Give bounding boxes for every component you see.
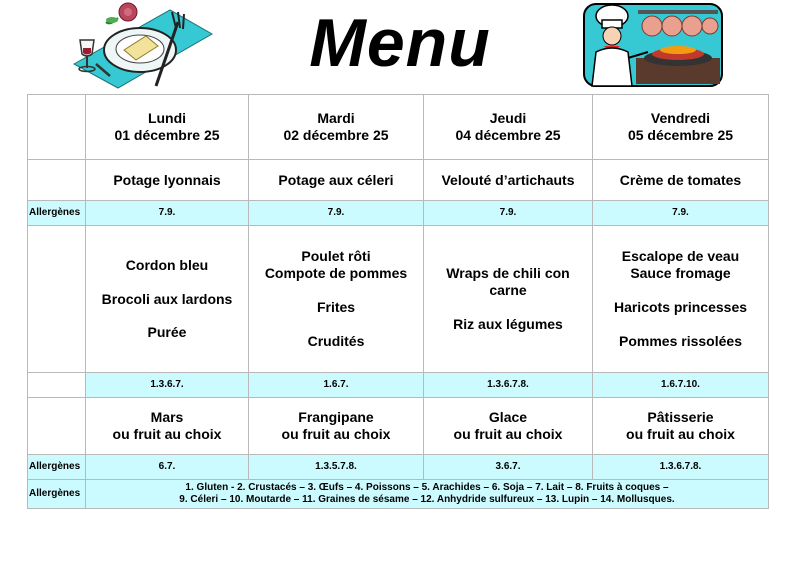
allergen-codes: 1.6.7.10. [593, 373, 769, 398]
dish-line: Riz aux légumes [453, 315, 563, 332]
allergen-codes: 7.9. [424, 201, 593, 226]
dessert-name: Mars [150, 409, 184, 426]
dish-line: Frites [316, 299, 356, 315]
label-cell [28, 226, 86, 373]
day-name: Mardi [317, 110, 355, 127]
allergen-label: Allergènes [28, 480, 86, 509]
allergen-codes: 6.7. [86, 455, 249, 480]
day-name: Vendredi [650, 110, 711, 127]
day-date: 02 décembre 25 [283, 127, 389, 143]
day-header [424, 95, 593, 160]
label-cell [28, 160, 86, 201]
dish-line: Haricots princesses [613, 299, 748, 315]
dessert-alternative: ou fruit au choix [626, 426, 735, 442]
main-course-row [28, 226, 769, 373]
chef-cooking-clipart [582, 2, 724, 88]
day-name: Jeudi [489, 110, 527, 127]
dessert-row [28, 398, 769, 455]
soup-cell: Velouté d’artichauts [424, 160, 593, 201]
dessert-cell [593, 398, 769, 455]
day-header [593, 95, 769, 160]
dish-line: Wraps de chili con [446, 265, 570, 282]
allergen-label: Allergènes [28, 455, 86, 480]
allergen-codes: 7.9. [593, 201, 769, 226]
dish-line: Sauce fromage [630, 265, 731, 282]
allergen-codes: 1.3.6.7. [86, 373, 249, 398]
dessert-cell [249, 398, 424, 455]
day-date: 04 décembre 25 [455, 127, 561, 143]
dish-line: Compote de pommes [264, 265, 408, 282]
day-name: Lundi [147, 110, 187, 127]
dessert-cell [424, 398, 593, 455]
allergen-label: Allergènes [28, 201, 86, 226]
legend-line: 9. Céleri – 10. Moutarde – 11. Graines de sésame – 12. Anhydride sulfureux – 13. Lupin – 14. Mollusques. [179, 494, 675, 505]
corner-cell [28, 95, 86, 160]
dessert-cell [86, 398, 249, 455]
soup-row [28, 160, 769, 201]
allergen-codes: 7.9. [249, 201, 424, 226]
day-header [86, 95, 249, 160]
soup-cell: Crème de tomates [593, 160, 769, 201]
main-course-cell [593, 226, 769, 373]
dessert-name: Glace [488, 409, 528, 426]
main-allergen-row [28, 373, 769, 398]
dessert-name: Frangipane [298, 409, 374, 426]
main-course-cell [424, 226, 593, 373]
soup-allergen-row [28, 201, 769, 226]
soup-cell: Potage aux céleri [249, 160, 424, 201]
dish-line: Purée [147, 324, 187, 341]
menu-table [27, 94, 769, 509]
allergen-codes: 1.3.5.7.8. [249, 455, 424, 480]
allergen-codes: 3.6.7. [424, 455, 593, 480]
allergen-legend-row [28, 480, 769, 509]
dessert-alternative: ou fruit au choix [112, 426, 222, 442]
dish-line: carne [489, 282, 527, 299]
legend-line: 1. Gluten - 2. Crustacés – 3. Œufs – 4. Poissons – 5. Arachides – 6. Soja – 7. Lait – 8. Fruits à coques – [185, 481, 669, 493]
dessert-allergen-row [28, 455, 769, 480]
dish-line: Pommes rissolées [619, 332, 742, 349]
day-header-row [28, 95, 769, 160]
dish-line: Brocoli aux lardons [101, 290, 233, 307]
table-setting-clipart [66, 2, 216, 94]
dessert-alternative: ou fruit au choix [453, 426, 563, 442]
day-header [249, 95, 424, 160]
label-cell [28, 373, 86, 398]
dessert-alternative: ou fruit au choix [281, 426, 391, 442]
allergen-codes: 1.6.7. [249, 373, 424, 398]
dessert-name: Pâtisserie [647, 409, 714, 426]
day-date: 05 décembre 25 [627, 127, 734, 143]
allergen-codes: 1.3.6.7.8. [593, 455, 769, 480]
allergen-codes: 1.3.6.7.8. [424, 373, 593, 398]
dish-line: Escalope de veau [621, 248, 740, 265]
day-date: 01 décembre 25 [114, 127, 220, 143]
main-course-cell [86, 226, 249, 373]
allergen-legend [86, 480, 769, 509]
page-title: Menu [309, 5, 491, 81]
label-cell [28, 398, 86, 455]
dish-line: Crudités [307, 332, 365, 349]
main-course-cell [249, 226, 424, 373]
dish-line: Poulet rôti [301, 248, 371, 265]
soup-cell: Potage lyonnais [86, 160, 249, 201]
allergen-codes: 7.9. [86, 201, 249, 226]
dish-line: Cordon bleu [125, 256, 209, 273]
